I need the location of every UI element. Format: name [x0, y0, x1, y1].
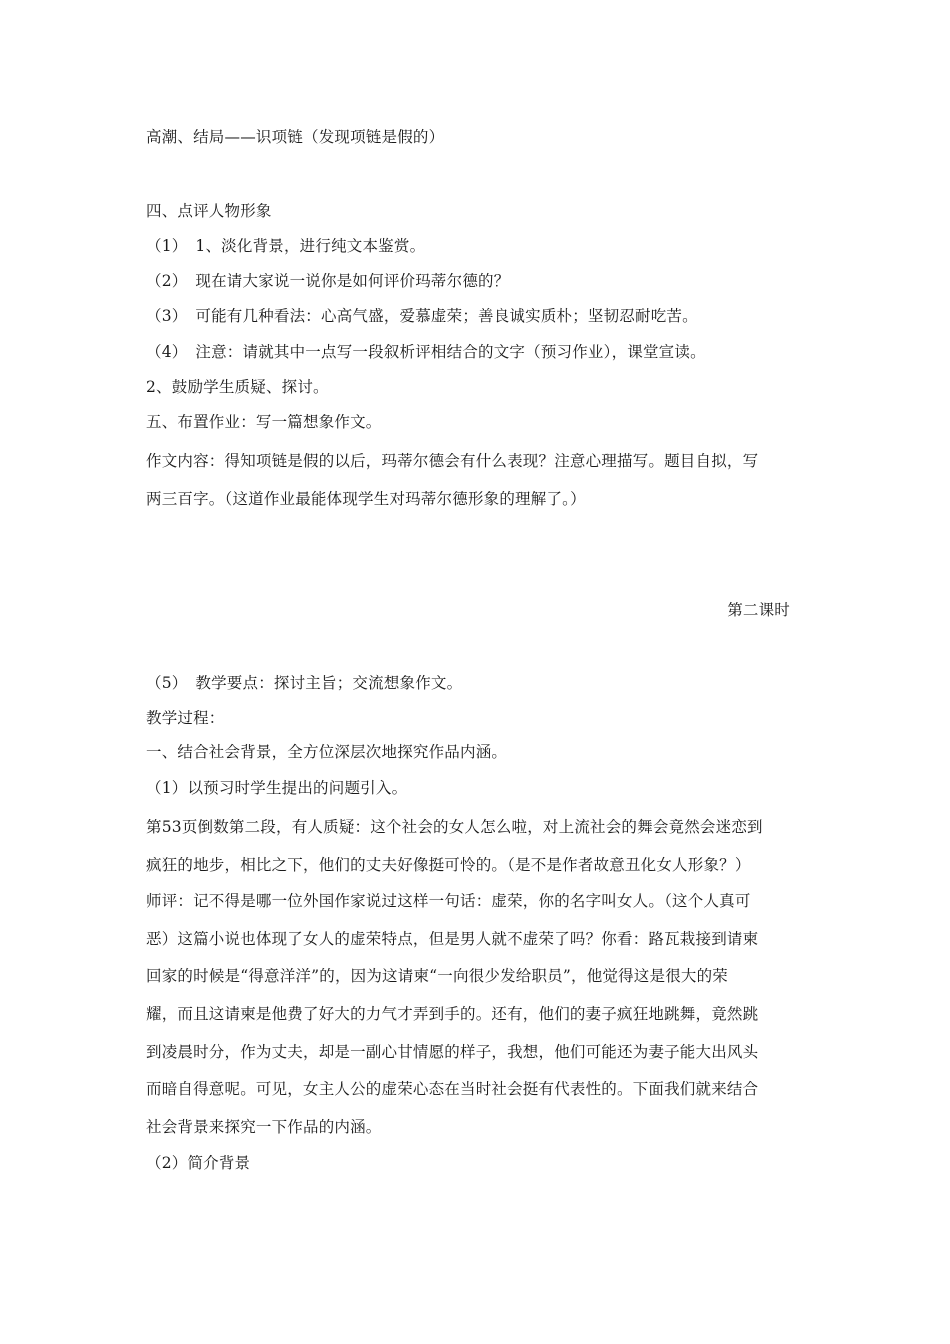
list-item: （2） 现在请大家说一说你是如何评价玛蒂尔德的？	[146, 272, 510, 290]
text-line: 恶）这篇小说也体现了女人的虚荣特点，但是男人就不虚荣了吗？你看：路瓦栽接到请柬	[146, 930, 759, 948]
text-line: 而暗自得意呢。可见，女主人公的虚荣心态在当时社会挺有代表性的。下面我们就来结合	[146, 1080, 759, 1098]
section-heading: 五、布置作业：写一篇想象作文。	[146, 413, 382, 431]
lesson-title: 第二课时	[727, 601, 790, 619]
list-item: （2）简介背景	[146, 1154, 251, 1172]
list-item: （1） 1、淡化背景，进行纯文本鉴赏。	[146, 237, 426, 255]
list-item: （3） 可能有几种看法：心高气盛，爱慕虚荣；善良诚实质朴；坚韧忍耐吃苦。	[146, 307, 698, 325]
text-line: 疯狂的地步，相比之下，他们的丈夫好像挺可怜的。（是不是作者故意丑化女人形象？）	[146, 856, 751, 874]
text-line: 两三百字。（这道作业最能体现学生对玛蒂尔德形象的理解了。）	[146, 490, 586, 508]
section-heading: 四、点评人物形象	[146, 202, 272, 220]
text-line: 作文内容：得知项链是假的以后，玛蒂尔德会有什么表现？注意心理描写。题目自拟，写	[146, 452, 759, 470]
text-line: 回家的时候是“得意洋洋”的，因为这请柬“一向很少发给职员”，他觉得这是很大的荣	[146, 967, 728, 985]
text-line: 第53页倒数第二段，有人质疑：这个社会的女人怎么啦，对上流社会的舞会竟然会迷恋到	[146, 818, 763, 836]
text-line: 师评：记不得是哪一位外国作家说过这样一句话：虚荣，你的名字叫女人。（这个人真可	[146, 892, 751, 910]
text-line: 到凌晨时分，作为丈夫，却是一副心甘情愿的样子，我想，他们可能还为妻子能大出风头	[146, 1043, 759, 1061]
list-item: （5） 教学要点：探讨主旨；交流想象作文。	[146, 674, 463, 692]
list-item: （1）以预习时学生提出的问题引入。	[146, 779, 408, 797]
text-line: 社会背景来探究一下作品的内涵。	[146, 1118, 382, 1136]
text-line: 高潮、结局——识项链（发现项链是假的）	[146, 128, 445, 146]
section-heading: 一、结合社会背景，全方位深层次地探究作品内涵。	[146, 743, 508, 761]
text-line: 2、鼓励学生质疑、探讨。	[146, 378, 329, 396]
text-line: 教学过程：	[146, 709, 225, 727]
text-line: 耀，而且这请柬是他费了好大的力气才弄到手的。还有，他们的妻子疯狂地跳舞，竟然跳	[146, 1005, 759, 1023]
list-item: （4） 注意：请就其中一点写一段叙析评相结合的文字（预习作业），课堂宣读。	[146, 343, 706, 361]
